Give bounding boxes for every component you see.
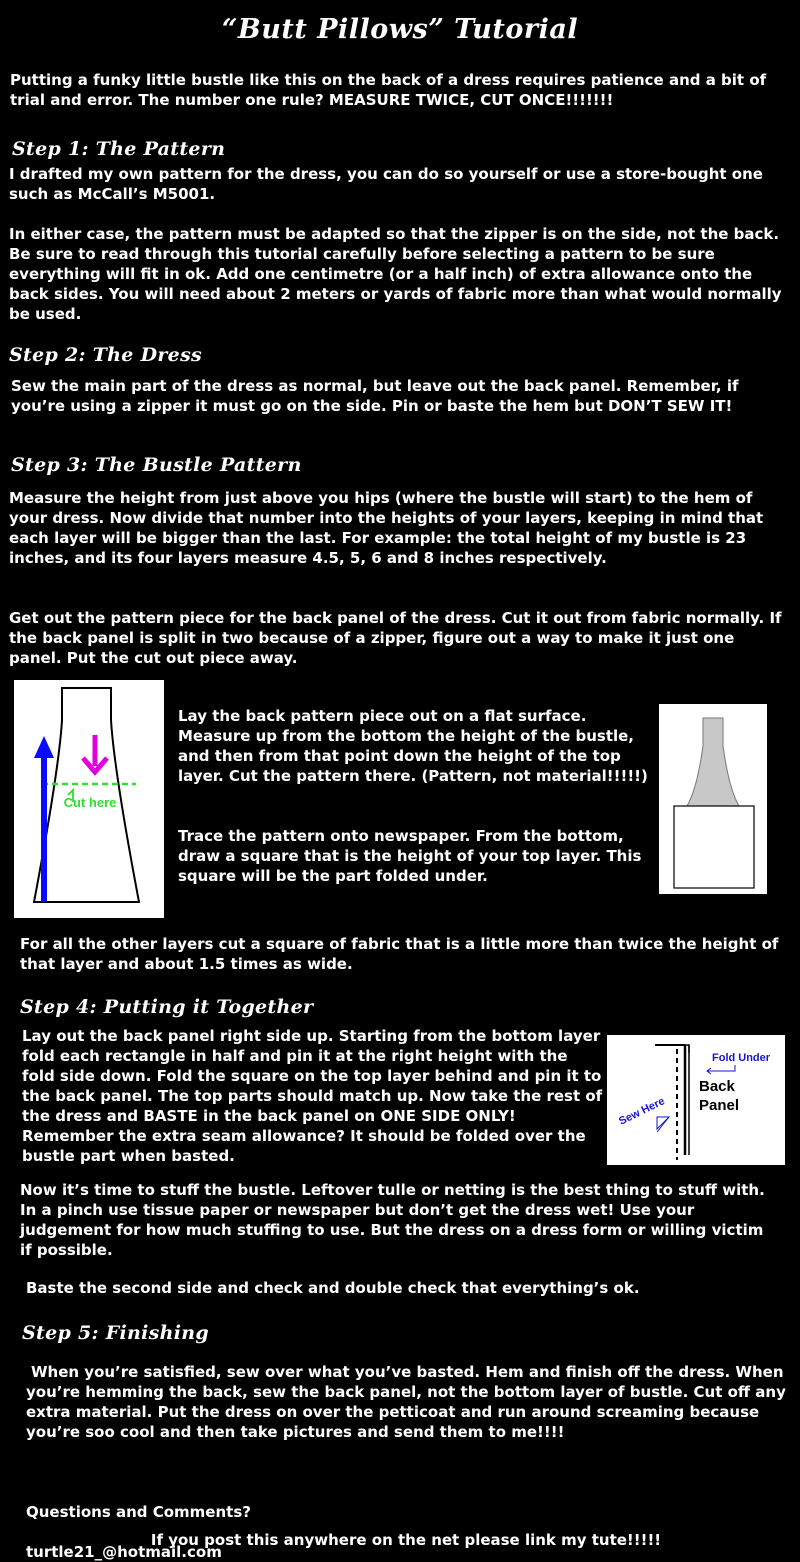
step3-paragraph-4: Trace the pattern onto newspaper. From the bottom, draw a square that is the height of your top layer. This square will be the part folded under. bbox=[178, 827, 642, 885]
step4-paragraph-1: Lay out the back panel right side up. Starting from the bottom layer fold each rectangle in half and pin it at the right height with the fold side down. Fold the square on the top layer behind and pin it to the back panel. The top parts should match up. Now take the rest of the dress and BASTE in the back panel on ONE SIDE ONLY! Remember the extra seam allowance? It should be folded over the bustle part when basted. bbox=[22, 1027, 603, 1165]
page-title: “Butt Pillows” Tutorial bbox=[221, 14, 579, 45]
step1-paragraph-1: I drafted my own pattern for the dress, you can do so yourself or use a store-bought one such as McCall’s M5001. bbox=[9, 165, 763, 203]
back-panel-figure bbox=[607, 1035, 785, 1165]
step4-paragraph-3: Baste the second side and check and double check that everything’s ok. bbox=[26, 1279, 640, 1297]
sew-here-label: Sew Here bbox=[617, 1095, 667, 1128]
pattern-cut-diagram bbox=[14, 680, 164, 918]
pattern-cut-figure bbox=[14, 680, 164, 918]
step3-paragraph-1: Measure the height from just above you hips (where the bustle will start) to the hem of your dress. Now divide that number into the heights of your layers, keeping in mind that each layer will be bigger than the last. For example: the total height of my bustle is 23 inches, and its four layers measure 4.5, 5, 6 and 8 inches respectively. bbox=[9, 489, 764, 567]
step3-paragraph-3: Lay the back pattern piece out on a flat surface. Measure up from the bottom the height of the bustle, and then from that point down the height of the top layer. Cut the pattern there. (Pattern, not material!!!!!) bbox=[178, 707, 648, 785]
footer-note: If you post this anywhere on the net please link my tute!!!!! bbox=[150, 1531, 662, 1549]
pattern-trace-figure bbox=[659, 704, 767, 894]
step2-heading: Step 2: The Dress bbox=[9, 344, 203, 366]
step5-heading: Step 5: Finishing bbox=[22, 1322, 210, 1344]
back-panel-label: Back Panel bbox=[699, 1078, 740, 1114]
step1-heading: Step 1: The Pattern bbox=[12, 138, 226, 160]
contact-email[interactable]: turtle21_@hotmail.com bbox=[26, 1543, 222, 1561]
fold-under-label: Fold Under bbox=[712, 1052, 771, 1064]
cut-here-label: Cut here bbox=[63, 795, 117, 810]
step4-paragraph-2: Now it’s time to stuff the bustle. Leftover tulle or netting is the best thing to stuff with. In a pinch use tissue paper or newspaper but don’t get the dress wet! Use your judgement for how much stuffing to use. But the dress on a dress form or willing victim if possible. bbox=[20, 1181, 765, 1259]
step3-heading: Step 3: The Bustle Pattern bbox=[11, 454, 302, 476]
sew-arrow-icon bbox=[657, 1117, 669, 1132]
step3-paragraph-5: For all the other layers cut a square of fabric that is a little more than twice the height of that layer and about 1.5 times as wide. bbox=[20, 935, 779, 973]
step5-paragraph-1: When you’re satisfied, sew over what you’ve basted. Hem and finish off the dress. When you’re hemming the back, sew the back panel, not the bottom layer of bustle. Cut off any extra material. Put the dress on over the petticoat and run around screaming because you’re soo cool and then take pictures and send them to me!!!! bbox=[26, 1363, 786, 1441]
step4-heading: Step 4: Putting it Together bbox=[20, 996, 314, 1018]
intro-text: Putting a funky little bustle like this on the back of a dress requires patience and a bit of trial and error. The number one rule? MEASURE TWICE, CUT ONCE!!!!!!! bbox=[10, 71, 767, 109]
pattern-trace-diagram bbox=[659, 704, 767, 894]
contact-label: Questions and Comments? bbox=[26, 1503, 251, 1521]
step1-paragraph-2: In either case, the pattern must be adapted so that the zipper is on the side, not the back. Be sure to read through this tutorial carefully before selecting a pattern to be sure everything will fit in ok. Add one centimetre (or a half inch) of extra allowance onto the back sides. You will need about 2 meters or yards of fabric more than what would normally be used. bbox=[9, 225, 782, 323]
contact-line bbox=[26, 1482, 786, 1562]
step3-paragraph-2: Get out the pattern piece for the back panel of the dress. Cut it out from fabric normally. If the back panel is split in two because of a zipper, figure out a way to make it just one panel. Put the cut out piece away. bbox=[9, 609, 782, 667]
step2-paragraph-1: Sew the main part of the dress as normal, but leave out the back panel. Remember, if you’re using a zipper it must go on the side. Pin or baste the hem but DON’T SEW IT! bbox=[11, 377, 739, 415]
fold-square bbox=[674, 806, 754, 888]
back-panel-diagram bbox=[607, 1035, 785, 1165]
